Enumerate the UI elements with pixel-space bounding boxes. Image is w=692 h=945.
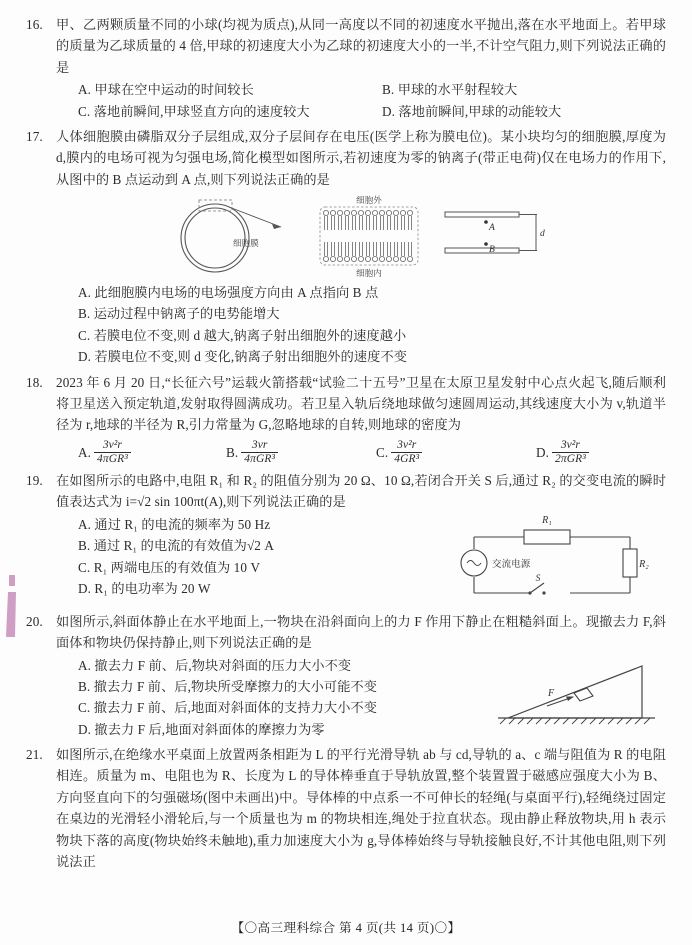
question-21-stem: 如图所示,在绝缘水平桌面上放置两条相距为 L 的平行光滑导轨 ab 与 cd,导轨的 a、c 端与阻值为 R 的电阻相连。质量为 m、电阻也为 R、长度为 L 的导体棒垂直于导轨放置,整个装置置于磁感应强度大小为 B、方向竖直向下的匀强磁场(图中未画出)中。导体棒的中点系一不可伸长的轻绳(与桌面平行),轻绳绕过固定在桌边的光滑轻小滑轮后,与一个质量也为 m 的物块相连,绳处于拉直状态。现由静止释放物块,用 h 表示物块下落的高度(物块始终未触地),重力加速度大小为 g,导体棒始终与导轨接触良好,不计其他电阻,则下列说法正: [56, 747, 666, 869]
option-a-label: A.: [78, 444, 92, 460]
phospholipid-bilayer-diagram: [313, 194, 425, 280]
parallel-plate-model-diagram: [441, 194, 551, 274]
resistor-r1: [524, 530, 570, 544]
option-a[interactable]: [78, 439, 226, 466]
option-d-label: D.: [536, 444, 550, 460]
option-d[interactable]: D. 若膜电位不变,则 d 变化,钠离子射出细胞外的速度不变: [78, 349, 408, 365]
incline-body: [508, 666, 642, 718]
option-b[interactable]: B. 撤去力 F 前、后,物块所受摩擦力的大小可能不变: [78, 678, 378, 694]
question-19-number: 19.: [26, 473, 43, 489]
option-b[interactable]: B. 甲球的水平射程较大: [382, 82, 518, 98]
outside-label: 细胞外: [356, 195, 382, 205]
option-a-fraction: [94, 439, 131, 466]
option-b[interactable]: B. 运动过程中钠离子的电势能增大: [78, 306, 280, 322]
switch-s: [530, 583, 544, 593]
question-16: [26, 14, 666, 122]
option-d[interactable]: D. R₁ 的电功率为 20 W: [78, 580, 211, 596]
point-a-label: A: [489, 223, 495, 233]
option-c-numerator: 3v²r: [397, 438, 417, 451]
option-b-fraction: [241, 439, 278, 466]
option-a-denominator: 4πGR³: [94, 452, 131, 466]
option-d-denominator: 2πGR³: [552, 452, 589, 466]
option-a[interactable]: A. 此细胞膜内电场的电场强度方向由 A 点指向 B 点: [78, 285, 379, 300]
question-17-figure: [56, 194, 666, 280]
option-c-label: C.: [376, 444, 389, 460]
resistor-r2: [623, 549, 637, 577]
option-c[interactable]: C. 若膜电位不变,则 d 越大,钠离子射出细胞外的速度越小: [78, 327, 407, 343]
thickness-label: d: [540, 229, 545, 239]
option-a[interactable]: A. 甲球在空中运动的时间较长: [78, 82, 254, 98]
option-d-numerator: 3v²r: [560, 438, 581, 451]
question-21: [26, 744, 666, 872]
option-b-numerator: 3vr: [251, 438, 268, 451]
question-18-number: 18.: [26, 374, 43, 390]
option-d[interactable]: D. 落地前瞬间,甲球的动能较大: [382, 103, 562, 119]
question-17-stem: 人体细胞膜由磷脂双分子层组成,双分子层间存在电压(医学上称为膜电位)。某小块均匀的细胞膜,厚度为 d,膜内的电场可视为匀强电场,简化模型如图所示,若初速度为零的钠离子(带正电荷)仅在电场力的作用下,从图中的 B 点运动到 A 点,则下列说法正确的是: [56, 128, 666, 187]
option-c-denominator: 4GR³: [391, 452, 422, 466]
option-a[interactable]: A. 通过 R₁ 的电流的频率为 50 Hz: [78, 516, 271, 532]
question-20-stem: 如图所示,斜面体静止在水平地面上,一物块在沿斜面向上的力 F 作用下静止在粗糙斜面上。现撤去力 F,斜面体和物块仍保持静止,则下列说法正确的是: [56, 613, 666, 651]
option-b[interactable]: [226, 439, 376, 466]
question-19: [26, 470, 666, 607]
option-d[interactable]: D. 撤去力 F 后,地面对斜面体的摩擦力为零: [78, 721, 325, 737]
resistor-r2-label: R₂: [639, 558, 649, 570]
membrane-label: 细胞膜: [233, 238, 259, 248]
question-21-number: 21.: [26, 747, 43, 763]
question-16-options: [56, 79, 666, 122]
force-label: F: [548, 687, 555, 699]
option-c[interactable]: C. 撤去力 F 前、后,地面对斜面体的支持力大小不变: [78, 700, 378, 716]
option-d[interactable]: [536, 439, 589, 466]
option-b-label: B.: [226, 444, 239, 460]
question-17-options: [56, 282, 666, 368]
option-b-denominator: 4πGR³: [241, 452, 278, 466]
question-18-options: [56, 439, 666, 466]
question-17: [26, 126, 666, 368]
question-20: [26, 611, 666, 740]
question-16-stem: 甲、乙两颗质量不同的小球(均视为质点),从同一高度以不同的初速度水平抛出,落在水平地面上。若甲球的质量为乙球质量的 4 倍,甲球的初速度大小为乙球的初速度大小的一半,不计空气阻力,则下列说法正确的是: [56, 17, 666, 75]
switch-s-label: S: [535, 573, 541, 584]
cell-outline-diagram: [171, 194, 297, 276]
ac-circuit-diagram: [452, 507, 662, 605]
option-a-numerator: 3v²r: [102, 438, 123, 451]
option-c[interactable]: C. R₁ 两端电压的有效值为 10 V: [78, 559, 261, 575]
question-18: [26, 372, 666, 467]
option-c-fraction: [391, 439, 422, 466]
question-20-figure: [492, 656, 662, 730]
option-c[interactable]: C. 落地前瞬间,甲球竖直方向的速度较大: [78, 103, 310, 119]
question-19-figure: [452, 507, 662, 605]
option-b[interactable]: B. 通过 R₁ 的电流的有效值为√2 A: [78, 538, 275, 554]
option-c[interactable]: [376, 439, 536, 466]
point-b-label: B: [489, 245, 495, 255]
question-18-stem: 2023 年 6 月 20 日,“长征六号”运载火箭搭载“试验二十五号”卫星在太原卫星发射中心点火起飞,随后顺利将卫星送入预定轨道,发射取得圆满成功。若卫星入轨后绕地球做匀速圆周运动,其线速度大小为 v,轨道半径为 r,地球的半径为 R,引力常量为 G,忽略地球的自转,则地球的密度为: [56, 374, 666, 433]
resistor-r1-label: R₁: [542, 514, 552, 526]
inclined-plane-diagram: [492, 656, 662, 730]
margin-highlight-mark: [6, 575, 19, 661]
question-17-number: 17.: [26, 128, 43, 144]
question-19-stem: 在如图所示的电路中,电阻 R₁ 和 R₂ 的阻值分别为 20 Ω、10 Ω,若闭合开关 S 后,通过 R₂ 的交变电流的瞬时值表达式为 i=√2 sin 100πt(A),则下列说法正确的是: [56, 473, 666, 510]
ac-source-label: 交流电源: [492, 558, 531, 570]
page-footer: 【〇高三理科综合 第 4 页(共 14 页)〇】: [231, 921, 461, 935]
question-16-number: 16.: [26, 17, 43, 32]
option-a[interactable]: A. 撤去力 F 前、后,物块对斜面的压力大小不变: [78, 657, 352, 673]
question-20-number: 20.: [26, 613, 43, 629]
inside-label: 细胞内: [356, 268, 382, 278]
block-on-incline: [574, 688, 593, 701]
option-d-fraction: [552, 439, 589, 466]
